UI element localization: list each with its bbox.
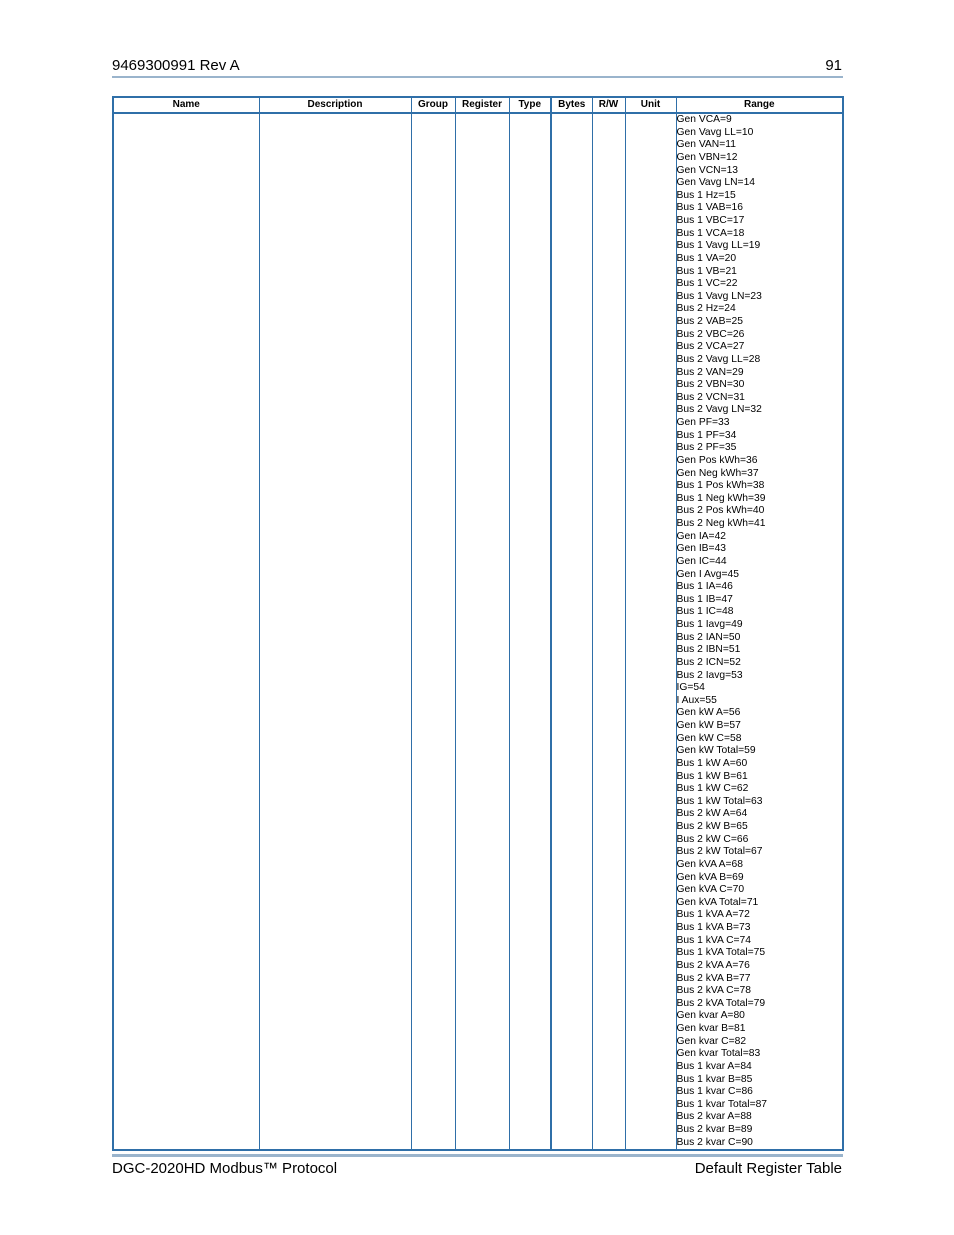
range-value: Gen VCA=9	[676, 114, 732, 125]
range-value: Gen kW C=58	[676, 732, 742, 744]
range-value: Bus 1 VBC=17	[676, 215, 745, 226]
range-value: Bus 1 Iavg=49	[676, 619, 743, 630]
range-value: Bus 2 kVA B=77	[676, 972, 751, 984]
product-title: DGC-2020HD Modbus™ Protocol	[112, 1160, 338, 1177]
header-rule	[112, 76, 843, 78]
range-value: Gen kW Total=59	[676, 745, 756, 757]
range-value: Bus 1 kvar C=86	[676, 1086, 753, 1098]
column-header-description: Description	[259, 97, 411, 113]
page-header	[112, 56, 842, 76]
range-value: Gen kvar C=82	[676, 1035, 747, 1047]
range-value: Bus 2 ICN=52	[676, 656, 741, 668]
table-row	[113, 113, 843, 1150]
range-value: Bus 2 VAN=29	[676, 366, 744, 378]
range-value: Bus 1 kvar Total=87	[676, 1098, 768, 1110]
range-value: Bus 2 kVA Total=79	[676, 997, 766, 1009]
description-cell	[259, 113, 411, 1150]
range-value: Bus 1 kVA Total=75	[676, 947, 766, 959]
range-value: Gen kVA A=68	[676, 858, 744, 870]
range-value: Bus 2 Vavg LL=28	[676, 353, 761, 365]
footer-rule	[112, 1154, 843, 1157]
range-value: Bus 2 kvar C=90	[676, 1136, 753, 1148]
range-value: Bus 1 Vavg LL=19	[676, 240, 761, 252]
range-value: Gen Neg kWh=37	[676, 467, 759, 479]
range-value: Bus 2 kvar A=88	[676, 1111, 752, 1123]
type-cell	[509, 113, 551, 1150]
range-value: Bus 1 VAB=16	[676, 202, 743, 214]
range-value: Bus 2 IAN=50	[676, 631, 741, 643]
range-value: Bus 1 kvar A=84	[676, 1060, 752, 1072]
range-value: Bus 2 VAB=25	[676, 316, 743, 327]
section-title: Default Register Table	[694, 1160, 842, 1177]
range-value: Bus 1 IA=46	[676, 581, 733, 593]
range-value: Bus 2 VBC=26	[676, 328, 745, 340]
range-value: Bus 2 IBN=51	[676, 644, 741, 656]
range-value: Bus 2 VCA=27	[676, 341, 745, 353]
range-value: Gen kVA C=70	[676, 884, 745, 896]
column-header-name: Name	[113, 97, 259, 113]
range-value: Bus 2 Iavg=53	[676, 669, 743, 681]
range-value: Bus 1 Neg kWh=39	[676, 492, 766, 504]
column-header-group: Group	[411, 97, 455, 113]
range-value: Bus 2 kW A=64	[676, 808, 748, 820]
range-value: Bus 2 kVA C=78	[676, 985, 752, 997]
range-value: Bus 1 PF=34	[676, 429, 737, 441]
range-value: Gen IB=43	[676, 543, 727, 555]
range-value: Bus 1 kW Total=63	[676, 795, 763, 807]
range-value: Gen IA=42	[676, 530, 727, 542]
range-value: Bus 2 kW B=65	[676, 821, 748, 832]
range-value: IG=54	[676, 682, 705, 694]
range-value: Bus 1 kVA B=73	[676, 922, 751, 933]
range-value: Gen IC=44	[676, 555, 727, 567]
range-value: Gen kW A=56	[676, 707, 741, 719]
range-value: Bus 2 Hz=24	[676, 303, 736, 315]
range-value: Bus 1 Pos kWh=38	[676, 480, 765, 492]
range-value: Gen PF=33	[676, 417, 730, 428]
column-header-register: Register	[455, 97, 509, 113]
range-value: Bus 1 kVA C=74	[676, 934, 752, 946]
range-value: Bus 1 kW C=62	[676, 783, 749, 795]
range-value: Gen kW B=57	[676, 720, 741, 731]
range-value: Bus 2 VCN=31	[676, 391, 745, 403]
range-value: Gen kvar A=80	[676, 1010, 745, 1022]
range-value: Gen I Avg=45	[676, 568, 740, 580]
range-value: Bus 2 VBN=30	[676, 379, 745, 391]
page-number: 91	[825, 57, 842, 74]
range-value: Gen Vavg LN=14	[676, 177, 756, 189]
page-footer	[112, 1158, 842, 1180]
range-value: Gen kvar Total=83	[676, 1048, 761, 1060]
document-number: 9469300991 Rev A	[112, 57, 240, 74]
column-header-unit: Unit	[625, 97, 676, 113]
range-value: Bus 1 VCA=18	[676, 227, 745, 239]
range-value: Bus 1 VB=21	[676, 265, 737, 277]
range-cell	[676, 113, 843, 1150]
range-value: Bus 2 kVA A=76	[676, 959, 750, 971]
bytes-cell	[551, 113, 592, 1150]
range-value: Gen kVA B=69	[676, 871, 744, 883]
column-header-rw: R/W	[592, 97, 625, 113]
range-value: Bus 1 kW B=61	[676, 770, 748, 782]
range-value: Bus 2 PF=35	[676, 442, 737, 454]
range-value: Bus 1 Vavg LN=23	[676, 290, 762, 302]
range-value: Bus 1 Hz=15	[676, 189, 736, 201]
unit-cell	[625, 113, 676, 1150]
range-value: I Aux=55	[676, 694, 717, 706]
range-value: Gen VBN=12	[676, 151, 738, 163]
range-value: Bus 1 kVA A=72	[676, 909, 750, 921]
range-value: Bus 1 kW A=60	[676, 757, 748, 769]
range-value: Bus 2 Neg kWh=41	[676, 518, 766, 529]
range-value: Bus 2 kvar B=89	[676, 1124, 753, 1135]
column-header-type: Type	[509, 97, 551, 113]
range-value: Gen VAN=11	[676, 139, 736, 151]
range-value: Gen kvar B=81	[676, 1023, 746, 1034]
range-value: Bus 2 Vavg LN=32	[676, 404, 762, 416]
range-value: Bus 1 VA=20	[676, 252, 737, 264]
table-header-row	[113, 97, 843, 113]
range-value: Bus 1 VC=22	[676, 278, 738, 290]
range-value: Bus 1 IB=47	[676, 593, 733, 605]
range-value: Bus 1 IC=48	[676, 606, 734, 618]
range-value: Bus 2 kW C=66	[676, 833, 749, 845]
column-header-range: Range	[676, 97, 843, 113]
range-value: Gen kVA Total=71	[676, 896, 759, 908]
range-value: Gen Pos kWh=36	[676, 454, 758, 466]
range-value: Gen Vavg LL=10	[676, 126, 754, 138]
rw-cell	[592, 113, 625, 1150]
range-value: Gen VCN=13	[676, 164, 739, 176]
name-cell	[113, 113, 259, 1150]
group-cell	[411, 113, 455, 1150]
register-cell	[455, 113, 509, 1150]
register-table	[112, 96, 844, 1151]
column-header-bytes: Bytes	[551, 97, 592, 113]
range-value: Bus 2 Pos kWh=40	[676, 505, 765, 517]
range-value: Bus 1 kvar B=85	[676, 1073, 753, 1085]
range-value: Bus 2 kW Total=67	[676, 846, 763, 858]
